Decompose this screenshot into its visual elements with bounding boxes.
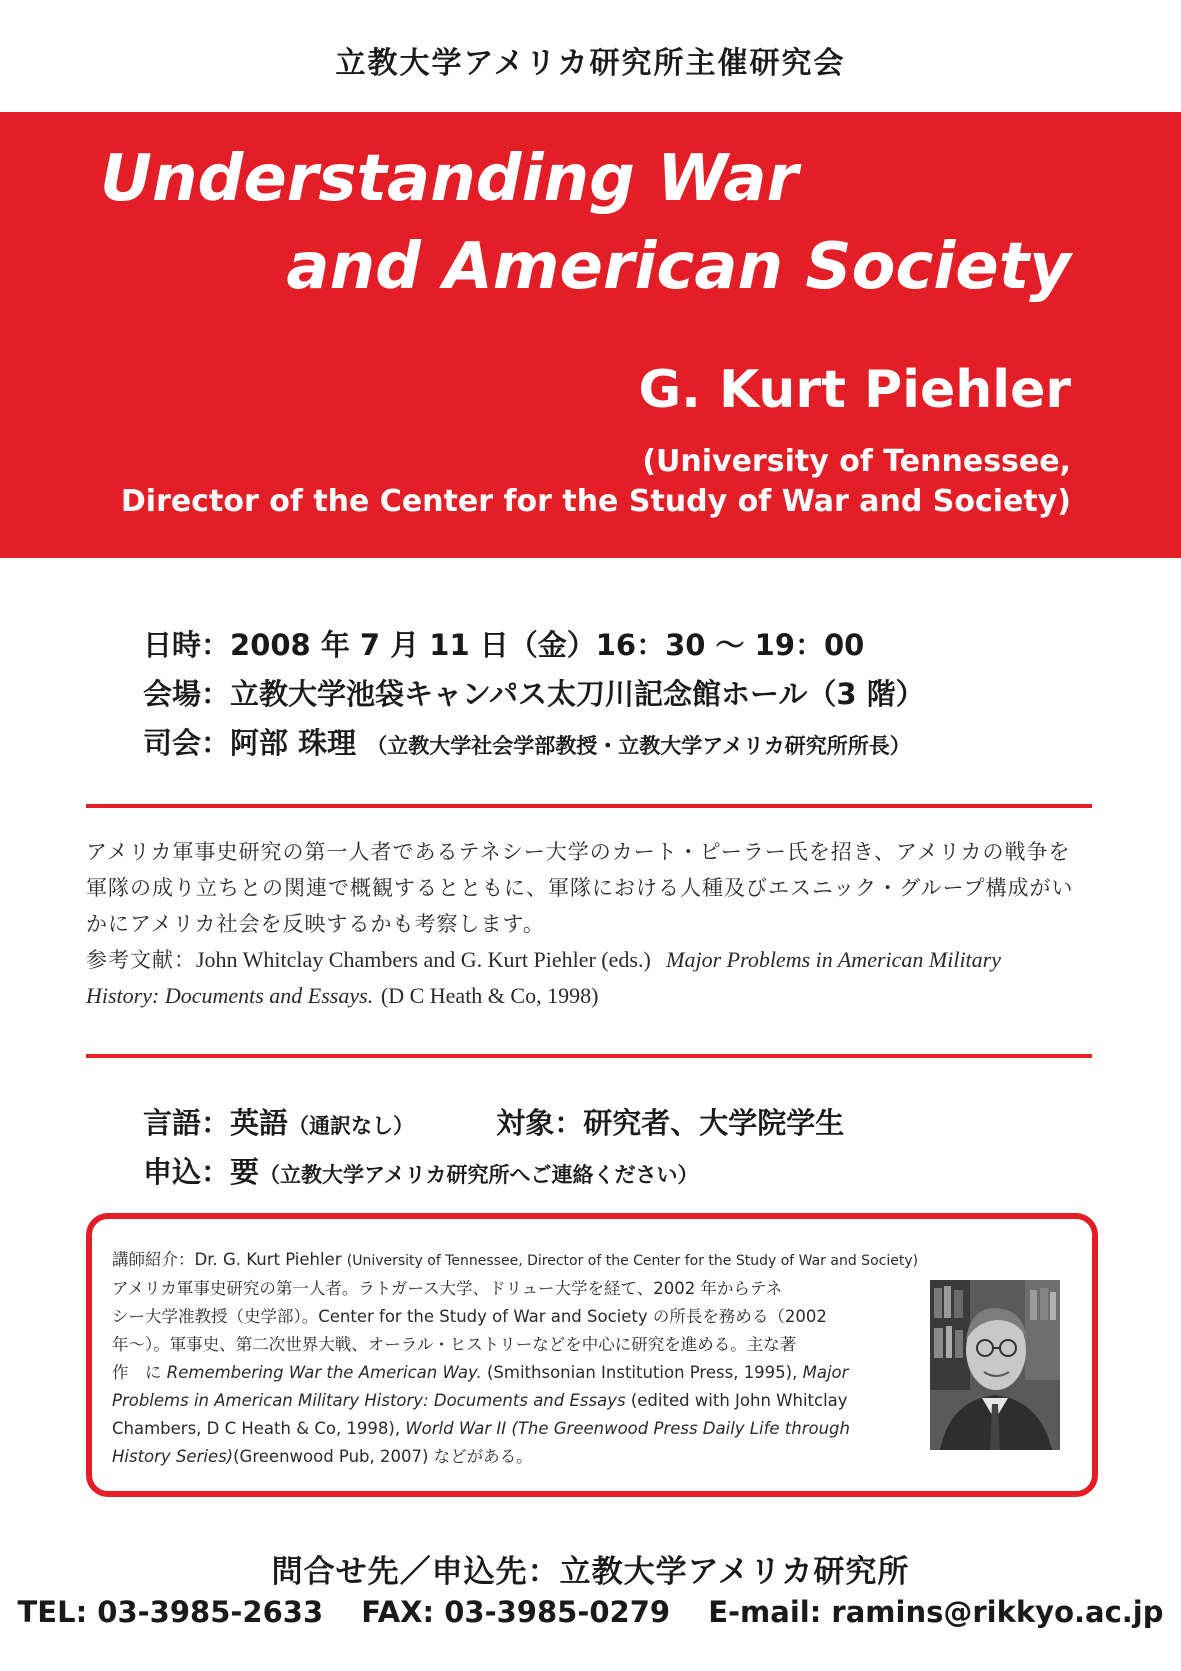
speaker-affiliation-line2: Director of the Center for the Study of War and Society) — [120, 484, 1071, 519]
moderator-label: 司会： — [143, 726, 231, 760]
contact-fax: FAX: 03-3985-0279 — [361, 1595, 671, 1629]
bio-text-span: Chambers, D C Heath & Co, 1998), — [112, 1419, 406, 1438]
speaker-affiliation-line1: (University of Tennessee, — [642, 444, 1071, 479]
bio-book-title: World War II (The Greenwood Press Daily Life through — [405, 1419, 850, 1438]
bio-line — [112, 1415, 908, 1443]
contact-phone: TEL: 03-3985-2633 — [17, 1595, 324, 1629]
moderator-name: 阿部 珠理 — [230, 726, 357, 760]
bio-affiliation: (University of Tennessee, Director of the Center for the Study of War and Society) — [346, 1253, 919, 1269]
bio-line: シー大学准教授（史学部）。Center for the Study of War and Society の所長を務める（2002 — [112, 1307, 827, 1326]
bio-line — [112, 1246, 919, 1275]
speaker-bio-text — [112, 1246, 919, 1471]
language-note: （通訳なし） — [288, 1114, 415, 1138]
event-moderator — [143, 721, 911, 762]
bio-text-span: (Smithsonian Institution Press, 1995), — [481, 1363, 803, 1382]
description-line: 軍隊の成り立ちとの関連で概観するとともに、軍隊における人種及びエスニック・グループ構成がい — [86, 876, 1074, 900]
reference-publisher: (D C Heath & Co, 1998) — [380, 983, 599, 1008]
registration — [143, 1150, 699, 1191]
bio-line: アメリカ軍事史研究の第一人者。ラトガース大学、ドリュー大学を経て、2002 年からテネ — [112, 1279, 783, 1298]
event-title-line2: and American Society — [286, 230, 1071, 304]
bio-text-span: (Greenwood Pub, 2007) などがある。 — [233, 1447, 533, 1466]
registration-label: 申込： — [143, 1155, 231, 1189]
bio-book-title: History Series) — [112, 1447, 234, 1466]
audience-label: 対象： — [496, 1106, 584, 1140]
bio-book-title: Problems in American Military History: Documents and Essays — [112, 1391, 626, 1410]
reference-line2 — [86, 978, 1096, 1014]
venue-label: 会場： — [143, 677, 231, 711]
moderator-note: （立教大学社会学部教授・立教大学アメリカ研究所所長） — [366, 734, 911, 758]
audience-value: 研究者、大学院学生 — [583, 1106, 845, 1140]
datetime-value: 2008 年 7 月 11 日（金）16：30 ～ 19：00 — [230, 628, 865, 662]
registration-note: （立教大学アメリカ研究所へご連絡ください） — [259, 1163, 699, 1187]
bio-line: 年～）。軍事史、第二次世界大戦、オーラル・ヒストリーなどを中心に研究を進める。主な著 — [112, 1335, 797, 1354]
description-line: アメリカ軍事史研究の第一人者であるテネシー大学のカート・ピーラー氏を招き、アメリカの戦争を — [86, 840, 1071, 864]
bio-line — [112, 1359, 908, 1387]
event-venue — [143, 672, 925, 713]
reference-line1 — [86, 942, 1096, 978]
venue-value: 立教大学池袋キャンパス太刀川記念館ホール（3 階） — [230, 677, 925, 711]
bio-text-span: (edited with John Whitclay — [625, 1391, 848, 1410]
organizer-heading: 立教大学アメリカ研究所主催研究会 — [335, 46, 846, 81]
contact-details — [0, 1595, 1181, 1629]
divider-top — [86, 804, 1092, 808]
title-banner — [0, 112, 1181, 558]
bio-intro: 講師紹介：Dr. G. Kurt Piehler — [112, 1250, 347, 1269]
reference-title-part1: Major Problems in American Military — [666, 947, 1001, 972]
event-description — [86, 834, 1096, 1014]
bio-book-title: Major — [802, 1363, 849, 1382]
bio-book-title: Remembering War the American Way. — [166, 1363, 482, 1382]
bio-text-span: 作 に — [112, 1363, 167, 1382]
divider-bottom — [86, 1054, 1092, 1058]
language-label: 言語： — [143, 1106, 231, 1140]
event-datetime — [143, 623, 864, 664]
registration-value: 要 — [230, 1155, 260, 1189]
reference-title-part2: History: Documents and Essays. — [86, 983, 374, 1008]
bio-line — [112, 1443, 908, 1471]
reference-label: 参考文献： — [86, 948, 196, 972]
reference-authors: John Whitclay Chambers and G. Kurt Piehler (eds.) — [196, 947, 651, 972]
description-line: かにアメリカ社会を反映するかも考察します。 — [86, 912, 545, 936]
contact-email[interactable]: E-mail: ramins@rikkyo.ac.jp — [708, 1595, 1164, 1629]
speaker-photo — [930, 1280, 1060, 1450]
event-title-line1: Understanding War — [100, 142, 799, 216]
contact-heading: 問合せ先／申込先：立教大学アメリカ研究所 — [271, 1554, 910, 1590]
language-and-audience — [143, 1101, 844, 1142]
speaker-name: G. Kurt Piehler — [638, 360, 1071, 420]
bio-line — [112, 1387, 908, 1415]
datetime-label: 日時： — [143, 628, 231, 662]
language-value: 英語 — [230, 1106, 289, 1140]
